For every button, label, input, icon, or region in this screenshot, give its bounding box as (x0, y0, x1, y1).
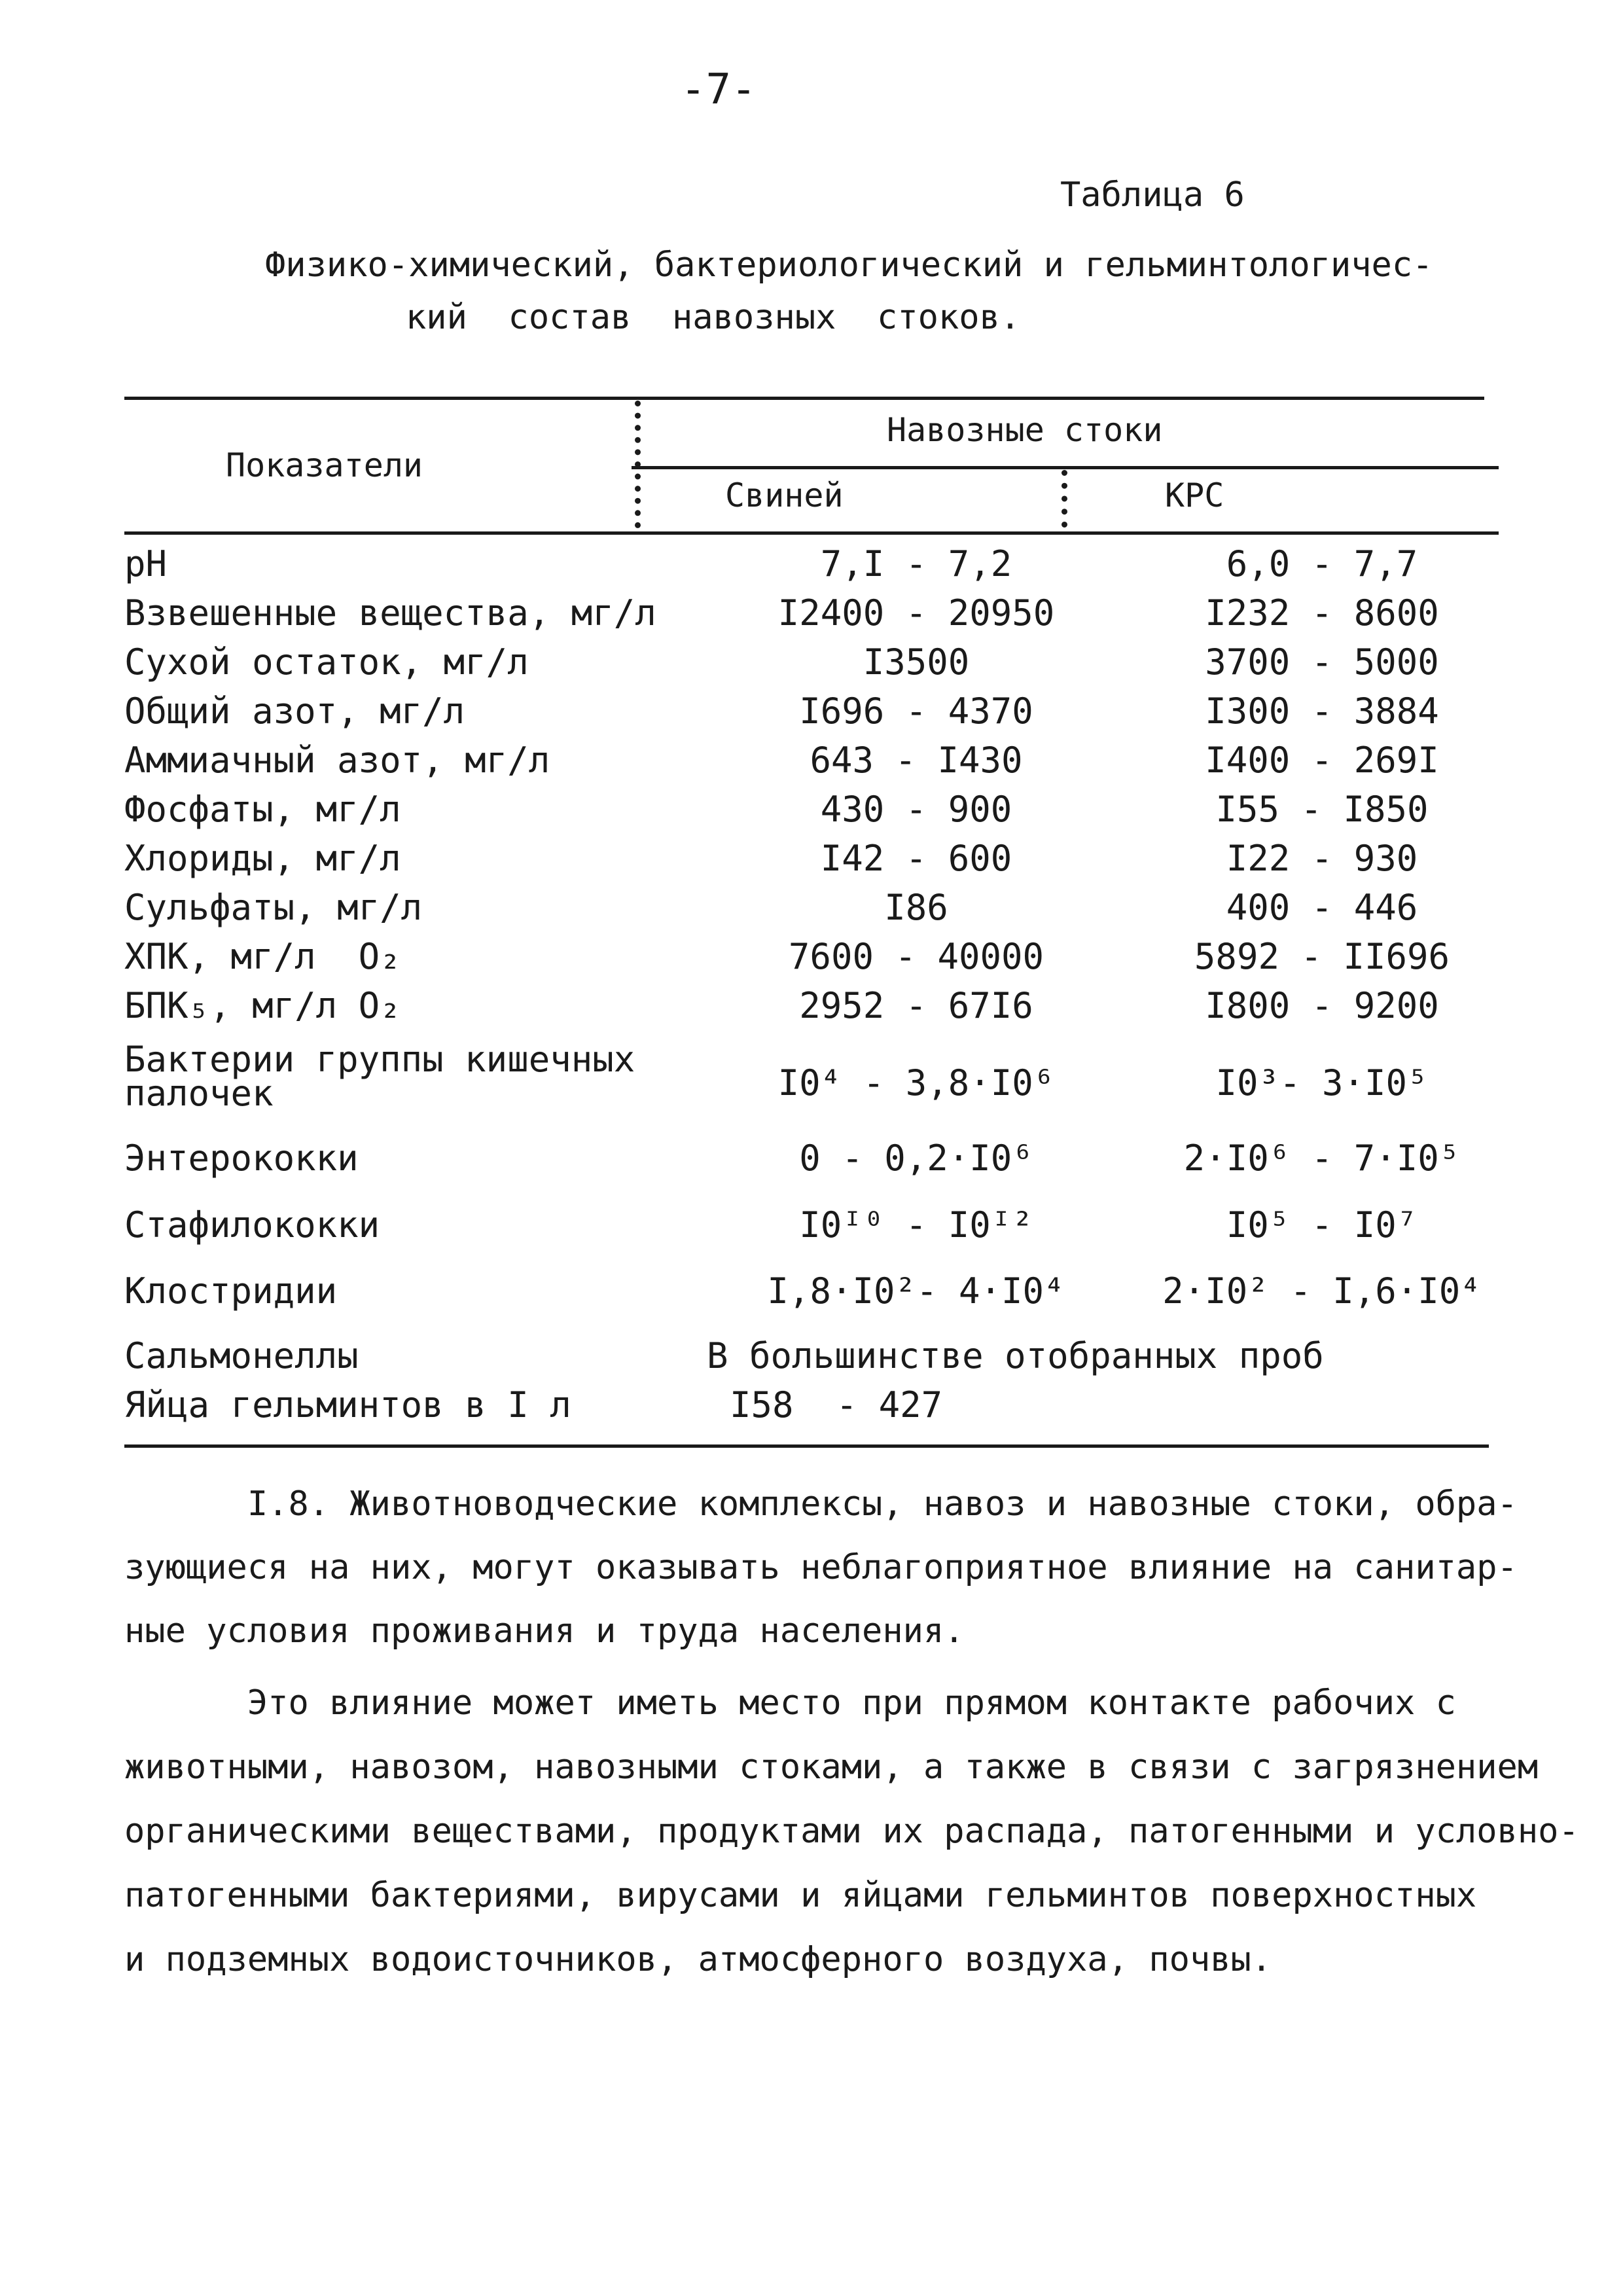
paragraph-line: зующиеся на них, могут оказывать неблагоприятное влияние на санитар- (124, 1548, 1518, 1587)
header-group: Навозные стоки (887, 411, 1163, 449)
table-row (124, 685, 1499, 738)
table-row (124, 734, 1499, 787)
row-krs-value: I300 - 3884 (1205, 691, 1439, 732)
row-param: БПК₅, мг/л O₂ (124, 985, 401, 1026)
row-pig-value: 0 - 0,2·I0⁶ (799, 1138, 1033, 1179)
table-top-rule (124, 397, 1484, 400)
row-pig-value: I696 - 4370 (799, 691, 1033, 732)
row-pig-value: 643 - I430 (810, 740, 1023, 781)
table-header-rule (124, 531, 1499, 535)
row-param: Яйца гельминтов в I л (124, 1384, 571, 1426)
paragraph-line: Это влияние может иметь место при прямом контакте рабочих с (124, 1683, 1456, 1723)
row-pig-value: 2952 - 67I6 (799, 985, 1033, 1026)
row-shared-value: В большинстве отобранных проб (707, 1335, 1324, 1376)
row-krs-value: 2·I0² - I,6·I0⁴ (1162, 1270, 1482, 1312)
paragraph-line: ные условия проживания и труда населения. (124, 1611, 965, 1651)
row-pig-value: I3500 (863, 641, 970, 683)
row-pig-value: I86 (884, 887, 948, 928)
header-krs: КРС (1165, 476, 1224, 514)
table-row (124, 1330, 1499, 1382)
row-param: Хлориды, мг/л (124, 838, 401, 879)
row-krs-value: 2·I0⁶ - 7·I0⁵ (1183, 1138, 1461, 1179)
paragraph-line: I.8. Животноводческие комплексы, навоз и навозные стоки, обра- (124, 1484, 1518, 1524)
row-pig-value: I0⁴ - 3,8·I0⁶ (777, 1062, 1055, 1103)
row-krs-value: I800 - 9200 (1205, 985, 1439, 1026)
table-row (124, 1265, 1499, 1318)
row-param: Аммиачный азот, мг/л (124, 740, 550, 781)
header-pig: Свиней (725, 476, 844, 514)
column-separator (1061, 470, 1067, 528)
row-param: Сальмонеллы (124, 1335, 359, 1376)
row-krs-value: 400 - 446 (1226, 887, 1418, 928)
column-separator (635, 401, 641, 528)
table-row (124, 882, 1499, 934)
paragraph-line: животными, навозом, навозными стоками, а также в связи с загрязнением (124, 1748, 1539, 1787)
row-pig-value: I42 - 600 (820, 838, 1012, 879)
table-row (124, 636, 1499, 689)
row-krs-value: I0³- 3·I0⁵ (1215, 1062, 1429, 1103)
row-krs-value: I0⁵ - I0⁷ (1226, 1204, 1418, 1246)
row-krs-value: I232 - 8600 (1205, 592, 1439, 634)
table-row (124, 931, 1499, 983)
table-caption-line-1: Физико-химический, бактериологический и гельминтологичес- (265, 245, 1433, 285)
row-krs-value: 5892 - II696 (1194, 936, 1450, 977)
row-pig-value: 430 - 900 (820, 789, 1012, 830)
table-label: Таблица 6 (1060, 175, 1245, 215)
row-krs-value: I55 - I850 (1215, 789, 1429, 830)
row-param: Стафилококки (124, 1204, 380, 1246)
row-param: pH (124, 543, 168, 584)
row-param: Бактерии группы кишечных палочек (124, 1039, 635, 1114)
row-param: ХПК, мг/л O₂ (124, 936, 401, 977)
table-row (124, 980, 1499, 1032)
row-param: Клостридии (124, 1270, 338, 1312)
page-number: -7- (681, 65, 757, 114)
row-param: Сульфаты, мг/л (124, 887, 423, 928)
row-pig-value: I58 - 427 (730, 1384, 943, 1426)
row-pig-value: 7600 - 40000 (788, 936, 1044, 977)
table-row (124, 1132, 1499, 1185)
row-param: Взвешенные вещества, мг/л (124, 592, 656, 634)
row-param: Энтерококки (124, 1138, 359, 1179)
table-row (124, 1379, 1499, 1431)
table-row (124, 783, 1499, 836)
paragraph-line: и подземных водоисточников, атмосферного воздуха, почвы. (124, 1940, 1272, 1979)
paragraph-line: патогенными бактериями, вирусами и яйцами гельминтов поверхностных (124, 1876, 1477, 1915)
row-pig-value: 7,I - 7,2 (820, 543, 1012, 584)
row-pig-value: I,8·I0²- 4·I0⁴ (767, 1270, 1065, 1312)
table-row (124, 1199, 1499, 1251)
row-param: Фосфаты, мг/л (124, 789, 401, 830)
row-pig-value: I0ᴵ⁰ - I0ᴵ² (799, 1204, 1033, 1246)
table-row (124, 833, 1499, 885)
paragraph-line: органическими веществами, продуктами их распада, патогенными и условно- (124, 1812, 1579, 1851)
row-param: Общий азот, мг/л (124, 691, 465, 732)
row-krs-value: I400 - 269I (1205, 740, 1439, 781)
table-bottom-rule (124, 1444, 1489, 1448)
table-header-mid-rule (632, 466, 1499, 469)
table-row (124, 1039, 1499, 1129)
row-krs-value: 6,0 - 7,7 (1226, 543, 1418, 584)
row-pig-value: I2400 - 20950 (777, 592, 1055, 634)
row-krs-value: 3700 - 5000 (1205, 641, 1439, 683)
row-krs-value: I22 - 930 (1226, 838, 1418, 879)
row-param: Сухой остаток, мг/л (124, 641, 529, 683)
table-caption-line-2: кий состав навозных стоков. (406, 298, 1021, 337)
table-row (124, 587, 1499, 639)
table-row (124, 538, 1499, 590)
header-param: Показатели (226, 446, 423, 484)
